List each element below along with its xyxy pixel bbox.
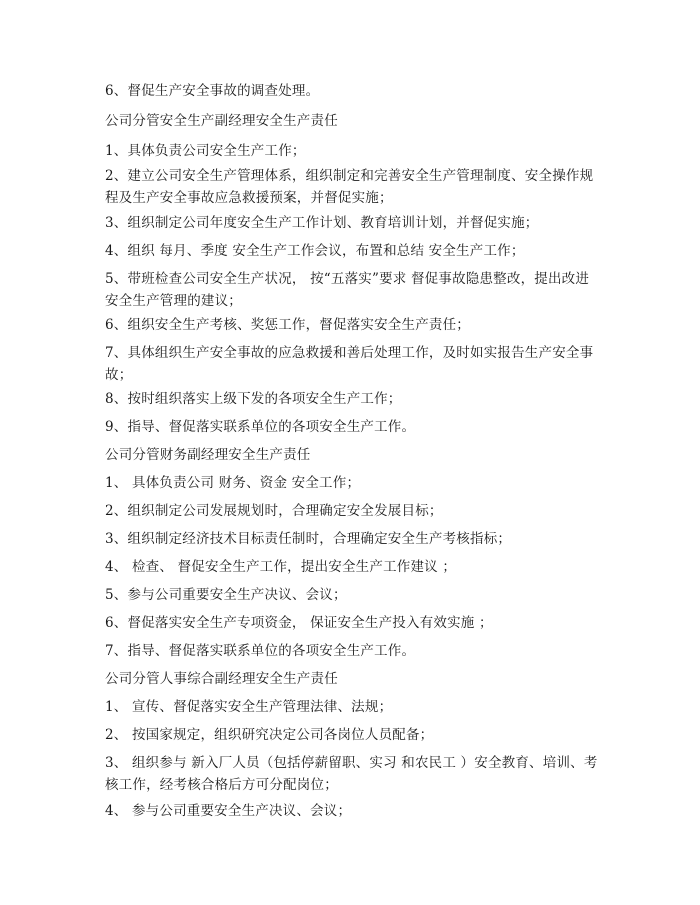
- paragraph: 9、指导、督促落实联系单位的各项安全生产工作。: [105, 419, 416, 435]
- paragraph: 3、 组织参与 新入厂人员（包括停薪留职、实习 和农民工 ）安全教育、培训、考核工作，经考核合格后方可分配岗位；: [105, 755, 598, 793]
- paragraph: 2、建立公司安全生产管理体系，组织制定和完善安全生产管理制度、安全操作规程及生产安全事故应急救援预案，并督促实施；: [105, 168, 594, 206]
- section-heading: 公司分管安全生产副经理安全生产责任: [105, 113, 338, 129]
- section-heading: 公司分管人事综合副经理安全生产责任: [105, 671, 338, 687]
- paragraph: 4、组织 每月、季度 安全生产工作会议，布置和总结 安全生产工作；: [105, 243, 525, 259]
- paragraph: 1、 宣传、督促落实安全生产管理法律、法规；: [105, 699, 393, 715]
- paragraph: 3、组织制定公司年度安全生产工作计划、教育培训计划，并督促实施；: [105, 215, 539, 231]
- paragraph: 5、带班检查公司安全生产状况， 按“五落实”要求 督促事故隐患整改，提出改进安全生产管理的建议；: [105, 271, 590, 309]
- paragraph: 6、督促落实安全生产专项资金， 保证安全生产投入有效实施 ；: [105, 615, 493, 631]
- paragraph: 1、具体负责公司安全生产工作；: [105, 143, 306, 159]
- paragraph: 6、组织安全生产考核、奖惩工作，督促落实安全生产责任；: [105, 317, 470, 333]
- paragraph: 4、 参与公司重要安全生产决议、会议；: [105, 803, 352, 819]
- paragraph: 4、 检查、 督促安全生产工作，提出安全生产工作建议 ；: [105, 559, 457, 575]
- paragraph: 5、参与公司重要安全生产决议、会议；: [105, 587, 347, 603]
- paragraph: 3、组织制定经济技术目标责任制时，合理确定安全生产考核指标；: [105, 531, 512, 547]
- section-heading: 公司分管财务副经理安全生产责任: [105, 447, 311, 463]
- paragraph: 8、按时组织落实上级下发的各项安全生产工作；: [105, 391, 402, 407]
- paragraph: 2、 按国家规定，组织研究决定公司各岗位人员配备；: [105, 727, 434, 743]
- paragraph: 2、组织制定公司发展规划时，合理确定安全发展目标；: [105, 503, 443, 519]
- paragraph: 1、 具体负责公司 财务、资金 安全工作；: [105, 475, 361, 491]
- paragraph: 6、督促生产安全事故的调查处理。: [105, 83, 320, 99]
- paragraph: 7、指导、督促落实联系单位的各项安全生产工作。: [105, 643, 416, 659]
- paragraph: 7、具体组织生产安全事故的应急救援和善后处理工作，及时如实报告生产安全事故；: [105, 345, 594, 383]
